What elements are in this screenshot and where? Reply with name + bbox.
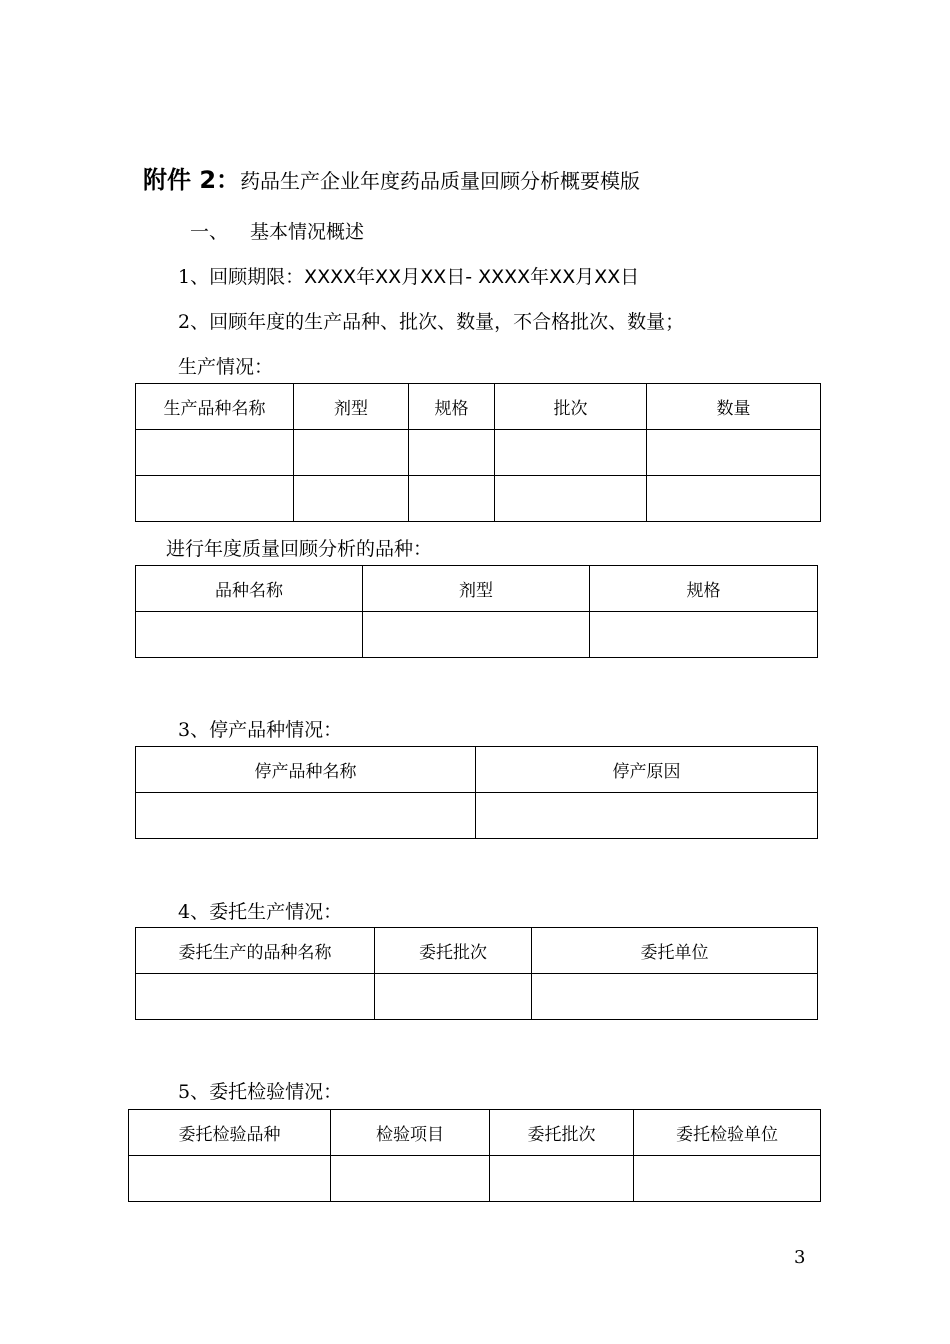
header-cell: 停产原因 xyxy=(476,747,818,793)
table-cell xyxy=(136,612,363,658)
table-header-row xyxy=(136,747,818,793)
document-title xyxy=(143,160,640,195)
table-cell xyxy=(634,1156,821,1202)
table-header-row xyxy=(136,928,818,974)
table-row xyxy=(136,793,818,839)
header-cell: 委托批次 xyxy=(490,1110,634,1156)
header-cell: 规格 xyxy=(590,566,818,612)
table-cell xyxy=(647,430,821,476)
table-cell xyxy=(294,476,409,522)
table-header-row xyxy=(136,384,821,430)
section-heading xyxy=(190,217,364,244)
table-row xyxy=(129,1156,821,1202)
review-period-line xyxy=(178,262,639,289)
table-cell xyxy=(136,430,294,476)
table-cell xyxy=(136,476,294,522)
header-cell: 委托检验品种 xyxy=(129,1110,331,1156)
contract-testing-table xyxy=(128,1109,821,1202)
header-cell: 数量 xyxy=(647,384,821,430)
header-cell: 品种名称 xyxy=(136,566,363,612)
table-cell xyxy=(363,612,590,658)
contract-testing-caption: 5、委托检验情况： xyxy=(178,1081,343,1103)
table-cell xyxy=(129,1156,331,1202)
table-row xyxy=(136,430,821,476)
table-header-row xyxy=(129,1110,821,1156)
table-cell xyxy=(409,430,495,476)
header-cell: 规格 xyxy=(409,384,495,430)
title-lead: 附件 2： xyxy=(143,166,241,194)
table-cell xyxy=(331,1156,490,1202)
table-cell xyxy=(136,793,476,839)
header-cell: 生产品种名称 xyxy=(136,384,294,430)
contract-manufacturing-table xyxy=(135,927,818,1020)
title-rest: 药品生产企业年度药品质量回顾分析概要模版 xyxy=(240,169,641,193)
table-cell xyxy=(375,974,532,1020)
production-summary-line: 2、回顾年度的生产品种、批次、数量，不合格批次、数量； xyxy=(178,311,685,333)
discontinued-caption: 3、停产品种情况： xyxy=(178,719,343,741)
table-cell xyxy=(495,430,647,476)
section-title: 基本情况概述 xyxy=(250,221,365,243)
review-period-label: 1、回顾期限： xyxy=(178,266,305,288)
header-cell: 剂型 xyxy=(294,384,409,430)
section-number: 一、 xyxy=(190,221,229,243)
table-header-row xyxy=(136,566,818,612)
table-cell xyxy=(476,793,818,839)
table-row xyxy=(136,612,818,658)
table-cell xyxy=(647,476,821,522)
table-cell xyxy=(490,1156,634,1202)
review-table xyxy=(135,565,818,658)
header-cell: 委托检验单位 xyxy=(634,1110,821,1156)
header-cell: 检验项目 xyxy=(331,1110,490,1156)
production-table xyxy=(135,383,821,522)
production-caption: 生产情况： xyxy=(178,356,274,378)
page-number: 3 xyxy=(794,1247,806,1268)
table-row xyxy=(136,476,821,522)
table-cell xyxy=(409,476,495,522)
table-cell xyxy=(590,612,818,658)
header-cell: 委托单位 xyxy=(532,928,818,974)
contract-manufacturing-caption: 4、委托生产情况： xyxy=(178,901,343,923)
header-cell: 委托批次 xyxy=(375,928,532,974)
review-caption: 进行年度质量回顾分析的品种： xyxy=(166,538,433,560)
table-cell xyxy=(495,476,647,522)
header-cell: 剂型 xyxy=(363,566,590,612)
table-cell xyxy=(532,974,818,1020)
review-period-value: XXXX年XX月XX日- XXXX年XX月XX日 xyxy=(304,266,640,288)
header-cell: 委托生产的品种名称 xyxy=(136,928,375,974)
table-cell xyxy=(136,974,375,1020)
header-cell: 批次 xyxy=(495,384,647,430)
table-cell xyxy=(294,430,409,476)
discontinued-table xyxy=(135,746,818,839)
table-row xyxy=(136,974,818,1020)
header-cell: 停产品种名称 xyxy=(136,747,476,793)
